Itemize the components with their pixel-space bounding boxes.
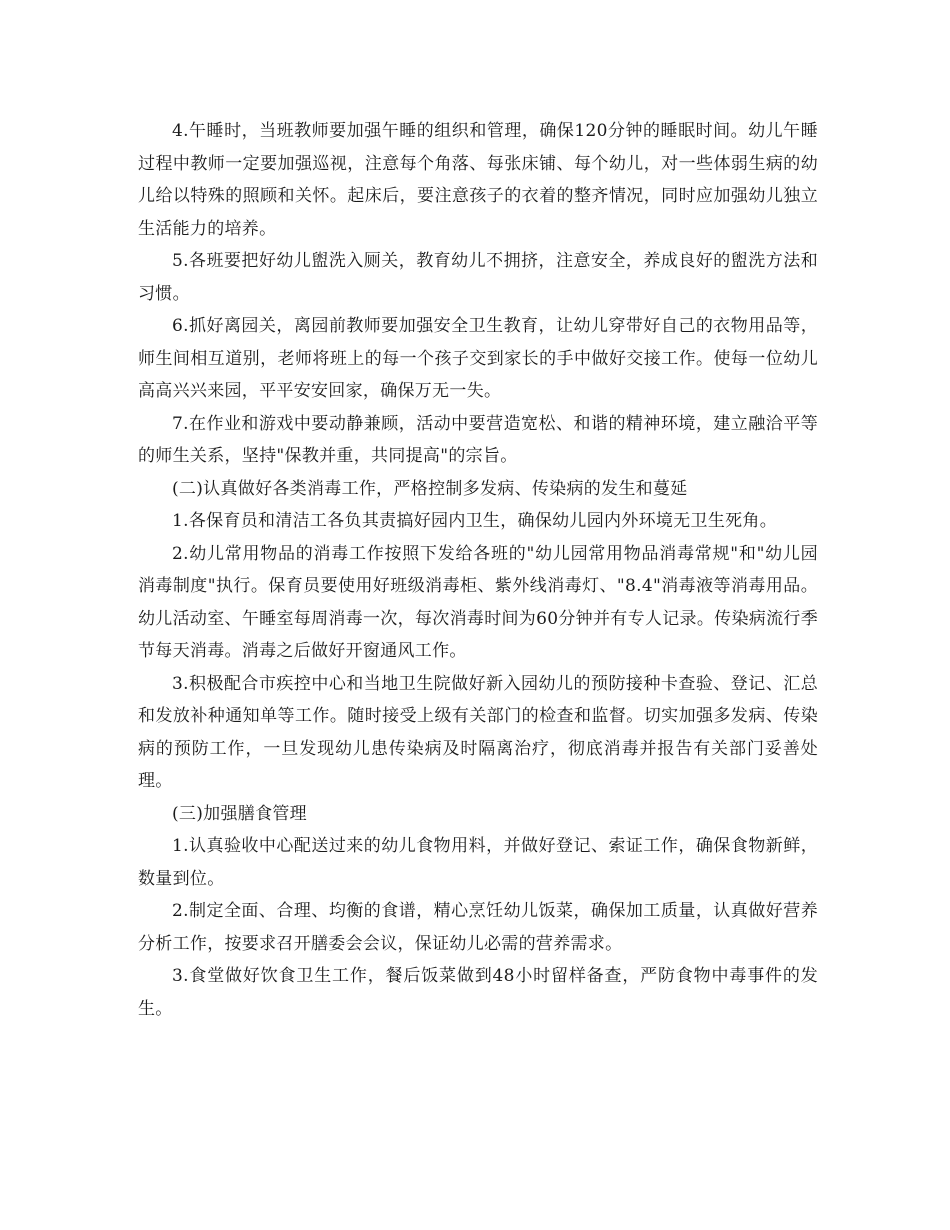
paragraph-washroom: 5.各班要把好幼儿盥洗入厕关，教育幼儿不拥挤，注意安全，养成良好的盥洗方法和习惯。 — [138, 251, 818, 304]
paragraph-menu-planning: 2.制定全面、合理、均衡的食谱，精心烹饪幼儿饭菜，确保加工质量，认真做好营养分析工作，按要求召开膳委会会议，保证幼儿必需的营养需求。 — [138, 901, 818, 954]
paragraph-cleaning: 1.各保育员和清洁工各负其责搞好园内卫生，确保幼儿园内外环境无卫生死角。 — [172, 511, 778, 531]
document-body — [138, 115, 818, 1025]
paragraph-departure: 6.抓好离园关，离园前教师要加强安全卫生教育，让幼儿穿带好自己的衣物用品等，师生间相互道别，老师将班上的每一个孩子交到家长的手中做好交接工作。使每一位幼儿高高兴兴来园，平平安安回家，确保万无一失。 — [138, 316, 818, 401]
section-heading-disinfection: (二)认真做好各类消毒工作，严格控制多发病、传染病的发生和蔓延 — [172, 478, 688, 499]
paragraph-food-hygiene: 3.食堂做好饮食卫生工作，餐后饭菜做到48小时留样备查，严防食物中毒事件的发生。 — [138, 966, 818, 1019]
section-heading-meals: (三)加强膳食管理 — [172, 803, 307, 824]
paragraph-disinfection-rules: 2.幼儿常用物品的消毒工作按照下发给各班的"幼儿园常用物品消毒常规"和"幼儿园消毒制度"执行。保育员要使用好班级消毒柜、紫外线消毒灯、"8.4"消毒液等消毒用品。幼儿活动室、午睡室每周消毒一次，每次消毒时间为60分钟并有专人记录。传染病流行季节每天消毒。消毒之后做好开窗通风工作。 — [138, 543, 818, 661]
paragraph-nap-management: 4.午睡时，当班教师要加强午睡的组织和管理，确保120分钟的睡眠时间。幼儿午睡过程中教师一定要加强巡视，注意每个角落、每张床铺、每个幼儿，对一些体弱生病的幼儿给以特殊的照顾和关怀。起床后，要注意孩子的衣着的整齐情况，同时应加强幼儿独立生活能力的培养。 — [138, 121, 818, 239]
paragraph-activities: 7.在作业和游戏中要动静兼顾，活动中要营造宽松、和谐的精神环境，建立融洽平等的师生关系，坚持"保教并重，共同提高"的宗旨。 — [138, 413, 818, 466]
paragraph-vaccination: 3.积极配合市疾控中心和当地卫生院做好新入园幼儿的预防接种卡查验、登记、汇总和发放补种通知单等工作。随时接受上级有关部门的检查和监督。切实加强多发病、传染病的预防工作，一旦发现幼儿患传染病及时隔离治疗，彻底消毒并报告有关部门妥善处理。 — [138, 673, 818, 791]
paragraph-food-inspection: 1.认真验收中心配送过来的幼儿食物用料，并做好登记、索证工作，确保食物新鲜，数量到位。 — [138, 836, 818, 889]
